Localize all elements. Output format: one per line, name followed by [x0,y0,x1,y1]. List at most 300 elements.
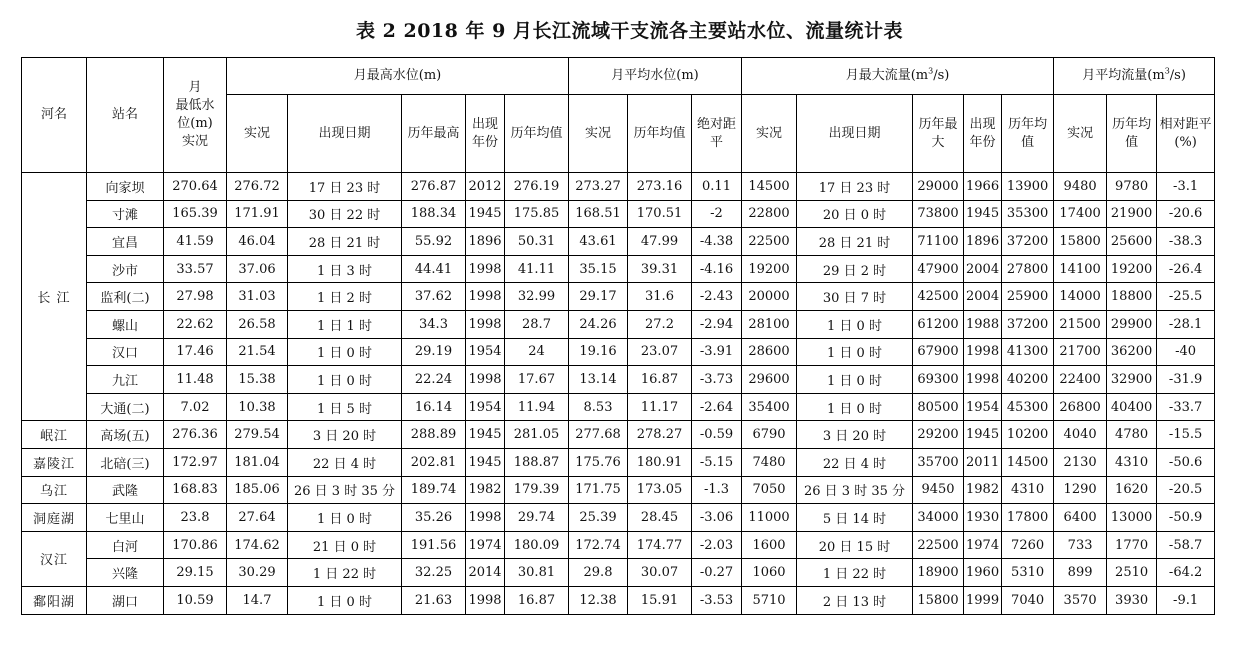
table-cell: 9780 [1107,173,1157,201]
table-cell: 31.6 [628,283,692,311]
table-cell: 27.2 [628,310,692,338]
table-cell: 1998 [466,283,505,311]
table-cell: 4310 [1002,476,1054,504]
sub-header-cell: 历年最大 [913,95,964,173]
table-cell: 170.86 [164,531,227,559]
table-cell: 28100 [742,310,797,338]
table-cell: 27800 [1002,255,1054,283]
table-cell: 26800 [1054,393,1107,421]
table-cell: 37.06 [227,255,288,283]
table-cell: 27.64 [227,504,288,532]
table-cell: 16.87 [505,586,569,614]
table-cell: 41.11 [505,255,569,283]
statistics-table [21,57,1215,615]
table-cell: 21.54 [227,338,288,366]
sub-header-cell: 相对距平(%) [1157,95,1215,173]
table-cell: 279.54 [227,421,288,449]
table-cell: 61200 [913,310,964,338]
table-cell: 29.8 [569,559,628,587]
table-cell: 46.04 [227,228,288,256]
table-cell: 22800 [742,200,797,228]
table-cell: 19.16 [569,338,628,366]
table-cell: -50.6 [1157,448,1215,476]
table-cell: 276.87 [402,173,466,201]
table-cell: 13.14 [569,366,628,394]
table-cell: 165.39 [164,200,227,228]
table-cell: 5310 [1002,559,1054,587]
sub-header-cell: 出现日期 [288,95,402,173]
table-cell: 2004 [964,255,1002,283]
table-cell: 1988 [964,310,1002,338]
table-cell: 23.07 [628,338,692,366]
table-cell: 10.38 [227,393,288,421]
table-cell: -3.53 [692,586,742,614]
sub-header-cell: 实况 [742,95,797,173]
station-name-cell: 湖口 [87,586,164,614]
table-cell: -2.43 [692,283,742,311]
table-cell: 20000 [742,283,797,311]
table-cell: -0.59 [692,421,742,449]
table-cell: 14.7 [227,586,288,614]
table-cell: 1998 [466,310,505,338]
table-body [22,173,1215,615]
table-cell: 1998 [964,338,1002,366]
station-name-cell: 兴隆 [87,559,164,587]
table-cell: 7260 [1002,531,1054,559]
table-cell: 35.26 [402,504,466,532]
table-cell: 174.62 [227,531,288,559]
table-cell: 273.27 [569,173,628,201]
table-cell: 1 日 0 时 [288,366,402,394]
table-cell: 5 日 14 时 [797,504,913,532]
table-cell: 21700 [1054,338,1107,366]
table-cell: 733 [1054,531,1107,559]
table-cell: 179.39 [505,476,569,504]
table-cell: 1945 [466,421,505,449]
table-cell: 180.91 [628,448,692,476]
table-cell: 1 日 3 时 [288,255,402,283]
table-cell: 22400 [1054,366,1107,394]
station-name-cell: 白河 [87,531,164,559]
header-station: 站名 [87,58,164,173]
table-cell: 10200 [1002,421,1054,449]
table-cell: 171.91 [227,200,288,228]
table-row [22,586,1215,614]
table-cell: 24 [505,338,569,366]
table-cell: -2.64 [692,393,742,421]
table-cell: 1982 [466,476,505,504]
table-cell: 19200 [1107,255,1157,283]
river-name-cell: 鄱阳湖 [22,586,87,614]
table-row [22,228,1215,256]
table-cell: -25.5 [1157,283,1215,311]
table-cell: 168.51 [569,200,628,228]
table-cell: 1974 [964,531,1002,559]
sub-header-cell: 绝对距平 [692,95,742,173]
table-cell: 30.81 [505,559,569,587]
table-cell: 20 日 15 时 [797,531,913,559]
table-cell: 50.31 [505,228,569,256]
station-name-cell: 监利(二) [87,283,164,311]
table-cell: 47900 [913,255,964,283]
table-cell: 2 日 13 时 [797,586,913,614]
table-cell: 1 日 0 时 [797,393,913,421]
table-cell: 175.76 [569,448,628,476]
table-cell: 188.87 [505,448,569,476]
table-cell: 29200 [913,421,964,449]
header-max-level-group: 月最高水位(m) [227,58,569,95]
table-cell: 26 日 3 时 35 分 [797,476,913,504]
table-cell: -26.4 [1157,255,1215,283]
table-cell: 270.64 [164,173,227,201]
table-cell: 1945 [466,200,505,228]
station-name-cell: 七里山 [87,504,164,532]
table-cell: 273.16 [628,173,692,201]
table-cell: 26.58 [227,310,288,338]
sub-header-cell: 历年最高 [402,95,466,173]
table-cell: 15800 [1054,228,1107,256]
table-cell: -4.38 [692,228,742,256]
table-cell: 1 日 0 时 [797,338,913,366]
table-cell: 191.56 [402,531,466,559]
header-avg-flow-group: 月平均流量$(m^3/s)$ [1054,58,1215,95]
table-cell: 180.09 [505,531,569,559]
sub-header-cell: 实况 [1054,95,1107,173]
table-cell: 6400 [1054,504,1107,532]
header-min-level-line: 最低水 [175,98,215,113]
header-river: 河名 [22,58,87,173]
sub-header-cell: 出现年份 [964,95,1002,173]
table-cell: -50.9 [1157,504,1215,532]
table-cell: 10.59 [164,586,227,614]
table-cell: 7050 [742,476,797,504]
table-cell: 6790 [742,421,797,449]
table-cell: 25.39 [569,504,628,532]
river-name-cell: 长 江 [22,173,87,421]
header-min-level-line: 月 [188,80,202,95]
table-row [22,310,1215,338]
table-cell: 18800 [1107,283,1157,311]
table-cell: 1 日 0 时 [288,586,402,614]
table-cell: 1945 [466,448,505,476]
table-cell: 47.99 [628,228,692,256]
table-cell: 14500 [1002,448,1054,476]
table-row [22,421,1215,449]
table-row [22,200,1215,228]
table-cell: 22.62 [164,310,227,338]
table-cell: 24.26 [569,310,628,338]
table-cell: 1 日 0 时 [797,310,913,338]
table-cell: -15.5 [1157,421,1215,449]
table-cell: 1 日 0 时 [288,504,402,532]
table-cell: 25600 [1107,228,1157,256]
table-cell: 1954 [964,393,1002,421]
table-cell: 27.98 [164,283,227,311]
table-cell: 1290 [1054,476,1107,504]
table-cell: 14500 [742,173,797,201]
table-cell: 188.34 [402,200,466,228]
table-cell: 276.36 [164,421,227,449]
sub-header-cell: 历年均值 [1107,95,1157,173]
table-cell: 28600 [742,338,797,366]
table-cell: -9.1 [1157,586,1215,614]
table-cell: 189.74 [402,476,466,504]
table-cell: 9450 [913,476,964,504]
table-row [22,504,1215,532]
table-cell: 1930 [964,504,1002,532]
table-cell: 1945 [964,421,1002,449]
table-cell: 29 日 2 时 [797,255,913,283]
table-cell: 43.61 [569,228,628,256]
table-cell: 29.74 [505,504,569,532]
sub-header-cell: 实况 [569,95,628,173]
table-cell: 17400 [1054,200,1107,228]
table-cell: 31.03 [227,283,288,311]
table-cell: 39.31 [628,255,692,283]
station-name-cell: 宜昌 [87,228,164,256]
table-cell: 29.15 [164,559,227,587]
table-cell: 29.17 [569,283,628,311]
table-cell: 40200 [1002,366,1054,394]
table-cell: 185.06 [227,476,288,504]
table-cell: 175.85 [505,200,569,228]
table-row [22,338,1215,366]
table-cell: 4040 [1054,421,1107,449]
table-cell: 3570 [1054,586,1107,614]
header-avg-level-group: 月平均水位(m) [569,58,742,95]
table-cell: 1 日 22 时 [797,559,913,587]
table-cell: 14100 [1054,255,1107,283]
table-cell: 2130 [1054,448,1107,476]
table-cell: 30.07 [628,559,692,587]
table-cell: 1 日 1 时 [288,310,402,338]
table-cell: 8.53 [569,393,628,421]
table-cell: -2.94 [692,310,742,338]
table-cell: 40400 [1107,393,1157,421]
river-name-cell: 嘉陵江 [22,448,87,476]
table-cell: 172.74 [569,531,628,559]
table-cell: 1 日 22 时 [288,559,402,587]
table-cell: 1954 [466,393,505,421]
table-cell: -38.3 [1157,228,1215,256]
table-cell: -5.15 [692,448,742,476]
table-cell: 1974 [466,531,505,559]
table-cell: 9480 [1054,173,1107,201]
table-cell: 0.11 [692,173,742,201]
table-cell: 73800 [913,200,964,228]
table-cell: 17.67 [505,366,569,394]
table-cell: 28 日 21 时 [797,228,913,256]
table-cell: -64.2 [1157,559,1215,587]
table-cell: -2 [692,200,742,228]
table-cell: 29000 [913,173,964,201]
table-cell: 13900 [1002,173,1054,201]
station-name-cell: 汉口 [87,338,164,366]
table-cell: -58.7 [1157,531,1215,559]
table-cell: 1896 [466,228,505,256]
table-cell: 2012 [466,173,505,201]
table-cell: 1945 [964,200,1002,228]
table-cell: 35700 [913,448,964,476]
table-cell: 7480 [742,448,797,476]
table-cell: -20.5 [1157,476,1215,504]
sub-header-cell: 历年均值 [1002,95,1054,173]
table-cell: 276.19 [505,173,569,201]
sub-header-cell: 历年均值 [628,95,692,173]
table-cell: 1060 [742,559,797,587]
table-cell: 1 日 5 时 [288,393,402,421]
table-cell: 28.45 [628,504,692,532]
table-cell: 11.17 [628,393,692,421]
table-cell: 21500 [1054,310,1107,338]
station-name-cell: 九江 [87,366,164,394]
table-cell: 3 日 20 时 [797,421,913,449]
table-cell: 1982 [964,476,1002,504]
header-max-flow-group: 月最大流量$(m^3/s)$ [742,58,1054,95]
table-cell: 16.14 [402,393,466,421]
table-cell: 37.62 [402,283,466,311]
table-cell: 21900 [1107,200,1157,228]
table-cell: 35300 [1002,200,1054,228]
table-cell: 5710 [742,586,797,614]
river-name-cell: 洞庭湖 [22,504,87,532]
table-cell: -3.1 [1157,173,1215,201]
table-cell: 30.29 [227,559,288,587]
table-cell: 22500 [913,531,964,559]
table-cell: 26 日 3 时 35 分 [288,476,402,504]
table-cell: 19200 [742,255,797,283]
table-cell: 288.89 [402,421,466,449]
table-cell: -3.73 [692,366,742,394]
table-cell: 278.27 [628,421,692,449]
table-cell: 17800 [1002,504,1054,532]
table-cell: 44.41 [402,255,466,283]
table-cell: 18900 [913,559,964,587]
table-cell: 11000 [742,504,797,532]
table-cell: 34.3 [402,310,466,338]
station-name-cell: 螺山 [87,310,164,338]
table-cell: 899 [1054,559,1107,587]
table-cell: 12.38 [569,586,628,614]
table-cell: 25900 [1002,283,1054,311]
table-cell: -33.7 [1157,393,1215,421]
table-cell: 172.97 [164,448,227,476]
header-min-level-line: 实况 [181,134,208,149]
table-cell: 34000 [913,504,964,532]
station-name-cell: 北碚(三) [87,448,164,476]
table-cell: 32.25 [402,559,466,587]
table-cell: 20 日 0 时 [797,200,913,228]
table-cell: 1998 [466,504,505,532]
table-cell: -20.6 [1157,200,1215,228]
station-name-cell: 寸滩 [87,200,164,228]
table-cell: -40 [1157,338,1215,366]
table-cell: 15.91 [628,586,692,614]
table-cell: 1998 [466,255,505,283]
table-cell: 41.59 [164,228,227,256]
table-cell: 173.05 [628,476,692,504]
table-cell: 11.94 [505,393,569,421]
table-cell: 1998 [964,366,1002,394]
table-cell: 7040 [1002,586,1054,614]
table-cell: 14000 [1054,283,1107,311]
table-cell: 29600 [742,366,797,394]
table-cell: 1998 [466,586,505,614]
table-cell: 1600 [742,531,797,559]
table-cell: -2.03 [692,531,742,559]
river-name-cell: 乌江 [22,476,87,504]
table-cell: -31.9 [1157,366,1215,394]
table-cell: 181.04 [227,448,288,476]
header-min-level-line: 位(m) [177,116,213,131]
table-row [22,559,1215,587]
table-cell: 30 日 7 时 [797,283,913,311]
table-cell: 2014 [466,559,505,587]
table-cell: 1954 [466,338,505,366]
table-cell: 2004 [964,283,1002,311]
table-cell: 277.68 [569,421,628,449]
table-cell: 21 日 0 时 [288,531,402,559]
table-cell: 170.51 [628,200,692,228]
table-cell: 1 日 2 时 [288,283,402,311]
table-cell: 28.7 [505,310,569,338]
table-row [22,393,1215,421]
table-cell: 37200 [1002,310,1054,338]
table-title: 表 2 2018 年 9 月长江流域干支流各主要站水位、流量统计表 [356,20,903,42]
table-cell: 42500 [913,283,964,311]
table-cell: 3930 [1107,586,1157,614]
table-cell: 202.81 [402,448,466,476]
station-name-cell: 大通(二) [87,393,164,421]
station-name-cell: 向家坝 [87,173,164,201]
table-cell: 29900 [1107,310,1157,338]
table-cell: 69300 [913,366,964,394]
river-name-cell: 汉江 [22,531,87,586]
table-cell: 15.38 [227,366,288,394]
table-cell: 28 日 21 时 [288,228,402,256]
table-cell: 7.02 [164,393,227,421]
table-cell: 1 日 0 时 [288,338,402,366]
table-row [22,173,1215,201]
table-row [22,476,1215,504]
table-cell: 2011 [964,448,1002,476]
table-cell: 35400 [742,393,797,421]
table-cell: 1999 [964,586,1002,614]
table-cell: 17 日 23 时 [797,173,913,201]
table-row [22,283,1215,311]
table-cell: 35.15 [569,255,628,283]
table-cell: 36200 [1107,338,1157,366]
table-cell: 23.8 [164,504,227,532]
table-cell: -0.27 [692,559,742,587]
table-cell: 1620 [1107,476,1157,504]
table-cell: 22 日 4 时 [797,448,913,476]
station-name-cell: 高场(五) [87,421,164,449]
table-cell: -1.3 [692,476,742,504]
sub-header-cell: 出现年份 [466,95,505,173]
table-cell: 13000 [1107,504,1157,532]
table-cell: 67900 [913,338,964,366]
sub-header-cell: 历年均值 [505,95,569,173]
table-cell: 1966 [964,173,1002,201]
table-cell: 1 日 0 时 [797,366,913,394]
table-cell: 15800 [913,586,964,614]
table-cell: 4780 [1107,421,1157,449]
table-cell: 11.48 [164,366,227,394]
table-cell: 17.46 [164,338,227,366]
table-cell: 1770 [1107,531,1157,559]
table-cell: 55.92 [402,228,466,256]
